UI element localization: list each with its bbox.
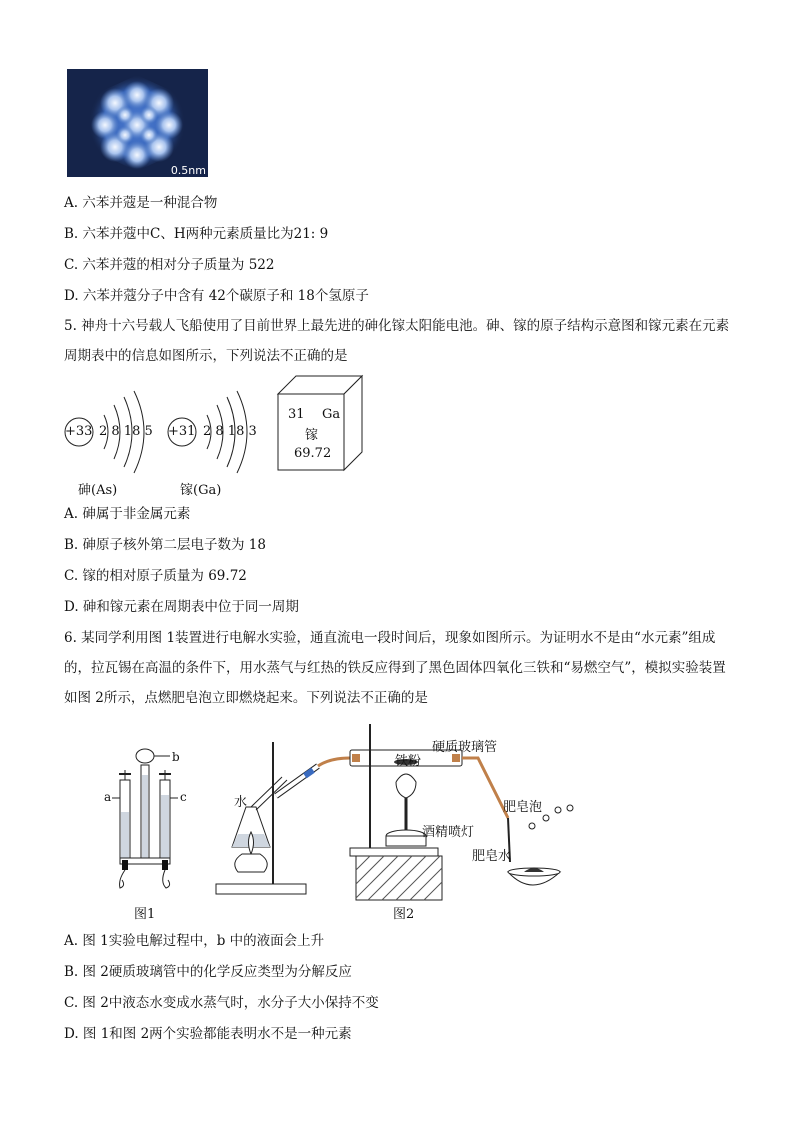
- q6-option-b: B. 图 2硬质玻璃管中的化学反应类型为分解反应: [64, 964, 352, 980]
- q5-option-d: D. 砷和镓元素在周期表中位于同一周期: [64, 599, 299, 615]
- as-electron-counts: 2 8 18 5: [99, 424, 153, 439]
- cell-symbol: Ga: [322, 407, 341, 422]
- fig2-label-tube: 硬质玻璃管: [432, 740, 498, 755]
- q5-stem: 5. 神舟十六号载人飞船使用了目前世界上最先进的砷化镓太阳能电池。砷、镓的原子结构示意图和镓元素在元素周期表中的信息如图所示，下列说法不正确的是: [64, 318, 730, 364]
- fig1-label-a: a: [104, 790, 112, 804]
- as-label: 砷(As): [78, 483, 118, 498]
- ga-nucleus-label: +31: [168, 424, 196, 439]
- fig2-label-iron: 铁粉: [395, 754, 422, 769]
- q5-option-b: B. 砷原子核外第二层电子数为 18: [64, 537, 266, 553]
- q4-option-c: C. 六苯并蔻的相对分子质量为 522: [64, 257, 275, 273]
- q5-option-a: A. 砷属于非金属元素: [64, 506, 191, 522]
- q5-option-c: C. 镓的相对原子质量为 69.72: [64, 568, 247, 584]
- cell-atomic-number: 31: [288, 407, 305, 422]
- fig1-label-c: c: [180, 790, 187, 804]
- fig2-label-soap-water: 肥皂水: [472, 849, 512, 864]
- ga-label: 镓(Ga): [180, 483, 222, 498]
- fig2-label-lamp: 酒精喷灯: [422, 825, 475, 840]
- q4-option-d: D. 六苯并蔻分子中含有 42个碳原子和 18个氢原子: [64, 288, 369, 304]
- q4-option-a: A. 六苯并蔻是一种混合物: [64, 195, 218, 211]
- ga-electron-counts: 2 8 18 3: [203, 424, 257, 439]
- fig2-caption: 图2: [393, 907, 415, 922]
- q6-stem: 6. 某同学利用图 1装置进行电解水实验，通直流电一段时间后，现象如图所示。为证明水不是由“水元素”组成的，拉瓦锡在高温的条件下，用水蒸气与红热的铁反应得到了黑色固体四氧化三铁和“易燃空气”，模拟实验装置如图 2所示，点燃肥皂泡立即燃烧起来。下列说法不正确的是: [64, 630, 726, 706]
- cell-element-name: 镓: [305, 428, 319, 443]
- fig1-label-b: b: [172, 750, 180, 764]
- as-nucleus-label: +33: [65, 424, 93, 439]
- q6-option-a: A. 图 1实验电解过程中，b 中的液面会上升: [64, 933, 325, 949]
- fig2-label-bubble: 肥皂泡: [503, 800, 543, 815]
- fig1-caption: 图1: [134, 907, 156, 922]
- fig2-label-water: 水: [234, 795, 248, 810]
- q6-option-d: D. 图 1和图 2两个实验都能表明水不是一种元素: [64, 1026, 352, 1042]
- stm-image: [67, 69, 208, 177]
- scale-label: 0.5nm: [170, 164, 206, 177]
- q4-option-b: B. 六苯并蔻中C、H两种元素质量比为21: 9: [64, 226, 329, 242]
- cell-atomic-mass: 69.72: [294, 446, 332, 461]
- q6-option-c: C. 图 2中液态水变成水蒸气时，水分子大小保持不变: [64, 995, 379, 1011]
- figure-1-electrolysis: [100, 740, 200, 900]
